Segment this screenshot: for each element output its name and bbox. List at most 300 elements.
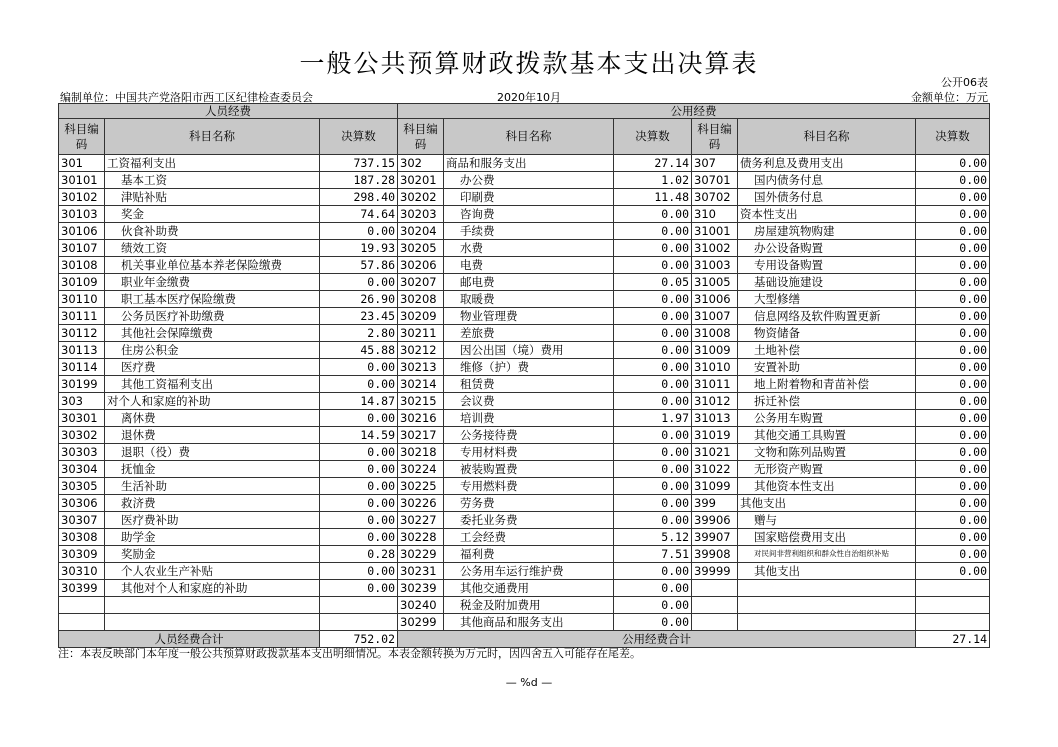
table-row xyxy=(59,223,990,240)
table-row xyxy=(59,495,990,512)
subject-name: 信息网络及软件购置更新 xyxy=(738,308,916,325)
subject-name: 奖励金 xyxy=(105,546,320,563)
amount-value: 7.51 xyxy=(614,546,692,563)
table-row xyxy=(59,410,990,427)
subject-name: 赠与 xyxy=(738,512,916,529)
amount-value: 0.00 xyxy=(916,410,990,427)
amount-value: 0.00 xyxy=(916,206,990,223)
amount-value: 0.00 xyxy=(320,274,398,291)
subject-code: 30225 xyxy=(398,478,444,495)
amount-value: 0.00 xyxy=(916,359,990,376)
header-name: 科目名称 xyxy=(105,119,320,155)
subject-code: 30304 xyxy=(59,461,105,478)
amount-value: 0.00 xyxy=(320,512,398,529)
subject-code: 30212 xyxy=(398,342,444,359)
subject-code: 31005 xyxy=(692,274,738,291)
subject-name: 助学金 xyxy=(105,529,320,546)
subject-code: 30307 xyxy=(59,512,105,529)
subject-code: 30113 xyxy=(59,342,105,359)
subject-name: 其他交通费用 xyxy=(444,580,614,597)
amount-value: 298.40 xyxy=(320,189,398,206)
amount-value: 0.00 xyxy=(916,478,990,495)
subject-name: 机关事业单位基本养老保险缴费 xyxy=(105,257,320,274)
amount-value: 1.97 xyxy=(614,410,692,427)
amount-value: 0.00 xyxy=(916,529,990,546)
subject-name: 国家赔偿费用支出 xyxy=(738,529,916,546)
subject-code: 30201 xyxy=(398,172,444,189)
amount-value: 0.00 xyxy=(614,614,692,631)
subject-name: 其他工资福利支出 xyxy=(105,376,320,393)
subject-code: 30205 xyxy=(398,240,444,257)
subject-name: 离休费 xyxy=(105,410,320,427)
subject-name: 伙食补助费 xyxy=(105,223,320,240)
amount-value: 0.00 xyxy=(320,495,398,512)
amount-value: 45.88 xyxy=(320,342,398,359)
subject-code: 30109 xyxy=(59,274,105,291)
header-amount: 决算数 xyxy=(614,119,692,155)
subject-name: 其他资本性支出 xyxy=(738,478,916,495)
subject-name: 无形资产购置 xyxy=(738,461,916,478)
subject-code: 30208 xyxy=(398,291,444,308)
subject-name: 工会经费 xyxy=(444,529,614,546)
subject-code: 30702 xyxy=(692,189,738,206)
subject-code: 30239 xyxy=(398,580,444,597)
subject-code: 30112 xyxy=(59,325,105,342)
subject-name: 文物和陈列品购置 xyxy=(738,444,916,461)
subject-code xyxy=(692,580,738,597)
subject-code: 30309 xyxy=(59,546,105,563)
header-code: 科目编码 xyxy=(692,119,738,155)
subject-name: 资本性支出 xyxy=(738,206,916,223)
subject-code: 30202 xyxy=(398,189,444,206)
subject-code: 30228 xyxy=(398,529,444,546)
subject-code: 31003 xyxy=(692,257,738,274)
subject-code: 30209 xyxy=(398,308,444,325)
subject-code: 30308 xyxy=(59,529,105,546)
subject-code: 31099 xyxy=(692,478,738,495)
form-number: 公开06表 xyxy=(941,76,988,89)
amount-value: 0.00 xyxy=(614,495,692,512)
subject-name: 退职（役）费 xyxy=(105,444,320,461)
amount-value: 0.00 xyxy=(320,478,398,495)
amount-value: 0.00 xyxy=(614,461,692,478)
table-row xyxy=(59,257,990,274)
subject-name: 其他交通工具购置 xyxy=(738,427,916,444)
subject-name: 物业管理费 xyxy=(444,308,614,325)
subject-code: 307 xyxy=(692,155,738,172)
subject-name: 基本工资 xyxy=(105,172,320,189)
subject-code: 30229 xyxy=(398,546,444,563)
table-row xyxy=(59,546,990,563)
header-amount: 决算数 xyxy=(320,119,398,155)
amount-value: 0.00 xyxy=(916,393,990,410)
subject-name: 公务用车购置 xyxy=(738,410,916,427)
subject-name: 其他支出 xyxy=(738,563,916,580)
subject-name xyxy=(738,597,916,614)
subject-code xyxy=(692,597,738,614)
table-row xyxy=(59,512,990,529)
subject-code: 399 xyxy=(692,495,738,512)
subject-code: 30215 xyxy=(398,393,444,410)
subject-code: 30199 xyxy=(59,376,105,393)
subject-name: 医疗费 xyxy=(105,359,320,376)
subject-code: 31009 xyxy=(692,342,738,359)
subject-code: 30226 xyxy=(398,495,444,512)
amount-value: 0.00 xyxy=(614,597,692,614)
table-row xyxy=(59,172,990,189)
subject-name: 福利费 xyxy=(444,546,614,563)
subject-name: 安置补助 xyxy=(738,359,916,376)
amount-value: 0.00 xyxy=(320,580,398,597)
amount-value: 0.00 xyxy=(614,563,692,580)
subject-name: 房屋建筑物购建 xyxy=(738,223,916,240)
subject-name xyxy=(738,614,916,631)
subject-name: 国外债务付息 xyxy=(738,189,916,206)
subject-code: 30303 xyxy=(59,444,105,461)
subject-name xyxy=(105,597,320,614)
table-row xyxy=(59,155,990,172)
subject-name xyxy=(738,580,916,597)
subject-name: 住房公积金 xyxy=(105,342,320,359)
table-row xyxy=(59,614,990,631)
subject-name: 维修（护）费 xyxy=(444,359,614,376)
amount-value: 0.00 xyxy=(614,427,692,444)
amount-value: 0.28 xyxy=(320,546,398,563)
header-code: 科目编码 xyxy=(59,119,105,155)
subject-name: 水费 xyxy=(444,240,614,257)
amount-value: 27.14 xyxy=(614,155,692,172)
amount-value: 0.00 xyxy=(614,376,692,393)
expenditure-table xyxy=(58,103,990,648)
amount-value: 14.87 xyxy=(320,393,398,410)
report-period: 2020年10月 xyxy=(497,91,561,104)
subject-code: 30103 xyxy=(59,206,105,223)
subject-name: 国内债务付息 xyxy=(738,172,916,189)
subject-code: 30701 xyxy=(692,172,738,189)
subject-code: 30399 xyxy=(59,580,105,597)
subject-code: 39999 xyxy=(692,563,738,580)
subject-code: 303 xyxy=(59,393,105,410)
amount-value: 0.00 xyxy=(916,342,990,359)
amount-value: 0.00 xyxy=(320,444,398,461)
subject-name: 其他商品和服务支出 xyxy=(444,614,614,631)
table-row xyxy=(59,376,990,393)
amount-value: 0.00 xyxy=(614,393,692,410)
page-number: — %d — xyxy=(505,676,553,689)
subject-code: 30213 xyxy=(398,359,444,376)
subject-name: 对民间非营利组织和群众性自治组织补贴 xyxy=(738,546,916,563)
subject-name: 退休费 xyxy=(105,427,320,444)
subject-code: 30306 xyxy=(59,495,105,512)
amount-value: 0.00 xyxy=(614,478,692,495)
table-row xyxy=(59,274,990,291)
amount-value: 0.00 xyxy=(614,359,692,376)
subject-name: 劳务费 xyxy=(444,495,614,512)
amount-value: 23.45 xyxy=(320,308,398,325)
amount-value: 0.00 xyxy=(916,495,990,512)
subject-code: 31002 xyxy=(692,240,738,257)
amount-value xyxy=(320,614,398,631)
subject-name: 培训费 xyxy=(444,410,614,427)
amount-value: 0.00 xyxy=(916,563,990,580)
table-row xyxy=(59,529,990,546)
amount-unit: 金额单位：万元 xyxy=(911,91,988,104)
subject-name: 会议费 xyxy=(444,393,614,410)
subject-name: 对个人和家庭的补助 xyxy=(105,393,320,410)
subject-name: 其他对个人和家庭的补助 xyxy=(105,580,320,597)
subject-name: 印刷费 xyxy=(444,189,614,206)
subject-code: 30114 xyxy=(59,359,105,376)
subject-name: 专用设备购置 xyxy=(738,257,916,274)
amount-value: 0.00 xyxy=(320,461,398,478)
amount-value: 0.00 xyxy=(614,223,692,240)
subject-code: 30301 xyxy=(59,410,105,427)
subject-name: 手续费 xyxy=(444,223,614,240)
amount-value: 0.00 xyxy=(916,376,990,393)
amount-value: 0.00 xyxy=(320,359,398,376)
amount-value: 5.12 xyxy=(614,529,692,546)
subject-code: 30218 xyxy=(398,444,444,461)
header-amount: 决算数 xyxy=(916,119,990,155)
amount-value: 0.00 xyxy=(916,189,990,206)
table-row xyxy=(59,597,990,614)
subject-name: 大型修缮 xyxy=(738,291,916,308)
subject-name: 被装购置费 xyxy=(444,461,614,478)
amount-value: 0.05 xyxy=(614,274,692,291)
subject-name: 土地补偿 xyxy=(738,342,916,359)
subject-code: 30216 xyxy=(398,410,444,427)
amount-value: 0.00 xyxy=(916,291,990,308)
amount-value: 0.00 xyxy=(614,291,692,308)
subject-name: 专用材料费 xyxy=(444,444,614,461)
subject-name: 公务用车运行维护费 xyxy=(444,563,614,580)
amount-value: 0.00 xyxy=(320,410,398,427)
subject-code: 31022 xyxy=(692,461,738,478)
subject-name: 办公费 xyxy=(444,172,614,189)
subject-name: 生活补助 xyxy=(105,478,320,495)
subject-name: 电费 xyxy=(444,257,614,274)
subject-name: 租赁费 xyxy=(444,376,614,393)
subject-name: 职业年金缴费 xyxy=(105,274,320,291)
subject-name: 绩效工资 xyxy=(105,240,320,257)
subject-name: 邮电费 xyxy=(444,274,614,291)
amount-value: 0.00 xyxy=(916,155,990,172)
header-name: 科目名称 xyxy=(738,119,916,155)
subject-code: 30299 xyxy=(398,614,444,631)
amount-value: 0.00 xyxy=(614,308,692,325)
amount-value xyxy=(916,580,990,597)
subject-name: 公务员医疗补助缴费 xyxy=(105,308,320,325)
subject-code: 302 xyxy=(398,155,444,172)
subject-code: 30302 xyxy=(59,427,105,444)
amount-value: 14.59 xyxy=(320,427,398,444)
personnel-total-label: 人员经费合计 xyxy=(59,631,320,648)
subject-name: 债务利息及费用支出 xyxy=(738,155,916,172)
subject-name: 办公设备购置 xyxy=(738,240,916,257)
subject-name: 医疗费补助 xyxy=(105,512,320,529)
table-row xyxy=(59,427,990,444)
header-code: 科目编码 xyxy=(398,119,444,155)
subject-name: 地上附着物和青苗补偿 xyxy=(738,376,916,393)
subject-code: 30231 xyxy=(398,563,444,580)
subject-name: 专用燃料费 xyxy=(444,478,614,495)
table-row xyxy=(59,291,990,308)
amount-value: 0.00 xyxy=(320,223,398,240)
personnel-total-value: 752.02 xyxy=(320,631,398,648)
subject-name: 工资福利支出 xyxy=(105,155,320,172)
amount-value: 2.80 xyxy=(320,325,398,342)
amount-value xyxy=(916,597,990,614)
amount-value: 0.00 xyxy=(916,325,990,342)
subject-code xyxy=(59,597,105,614)
amount-value: 26.90 xyxy=(320,291,398,308)
subject-code xyxy=(692,614,738,631)
amount-value: 0.00 xyxy=(916,172,990,189)
amount-value: 0.00 xyxy=(614,512,692,529)
footnote: 注：本表反映部门本年度一般公共预算财政拨款基本支出明细情况。本表金额转换为万元时，因四舍五入可能存在尾差。 xyxy=(58,647,641,660)
subject-code: 30203 xyxy=(398,206,444,223)
amount-value: 0.00 xyxy=(614,580,692,597)
subject-code: 31011 xyxy=(692,376,738,393)
subject-code: 39906 xyxy=(692,512,738,529)
subject-code: 31019 xyxy=(692,427,738,444)
subject-name: 税金及附加费用 xyxy=(444,597,614,614)
subject-name: 基础设施建设 xyxy=(738,274,916,291)
subject-code: 30214 xyxy=(398,376,444,393)
subject-code: 301 xyxy=(59,155,105,172)
table-row xyxy=(59,189,990,206)
amount-value: 0.00 xyxy=(916,546,990,563)
subject-code xyxy=(59,614,105,631)
amount-value: 0.00 xyxy=(916,240,990,257)
amount-value: 0.00 xyxy=(916,444,990,461)
header-name: 科目名称 xyxy=(444,119,614,155)
amount-value: 1.02 xyxy=(614,172,692,189)
subject-name xyxy=(105,614,320,631)
table-row xyxy=(59,308,990,325)
table-row xyxy=(59,580,990,597)
subject-code: 30106 xyxy=(59,223,105,240)
subject-code: 30110 xyxy=(59,291,105,308)
section-public: 公用经费 xyxy=(398,104,990,119)
subject-name: 因公出国（境）费用 xyxy=(444,342,614,359)
amount-value: 11.48 xyxy=(614,189,692,206)
subject-name: 取暖费 xyxy=(444,291,614,308)
subject-code: 30227 xyxy=(398,512,444,529)
amount-value: 0.00 xyxy=(320,563,398,580)
amount-value: 0.00 xyxy=(614,444,692,461)
table-row xyxy=(59,478,990,495)
amount-value: 0.00 xyxy=(614,325,692,342)
subject-code: 30107 xyxy=(59,240,105,257)
subject-code: 31010 xyxy=(692,359,738,376)
subject-name: 救济费 xyxy=(105,495,320,512)
subject-code: 30240 xyxy=(398,597,444,614)
amount-value: 0.00 xyxy=(916,257,990,274)
amount-value: 0.00 xyxy=(614,342,692,359)
amount-value: 74.64 xyxy=(320,206,398,223)
subject-code: 31013 xyxy=(692,410,738,427)
table-row xyxy=(59,240,990,257)
subject-name: 其他社会保障缴费 xyxy=(105,325,320,342)
amount-value xyxy=(916,614,990,631)
subject-code: 31007 xyxy=(692,308,738,325)
amount-value: 0.00 xyxy=(916,274,990,291)
subject-code: 30305 xyxy=(59,478,105,495)
amount-value: 0.00 xyxy=(916,223,990,240)
subject-name: 其他支出 xyxy=(738,495,916,512)
subject-code: 31021 xyxy=(692,444,738,461)
amount-value xyxy=(320,597,398,614)
subject-code: 30211 xyxy=(398,325,444,342)
section-personnel: 人员经费 xyxy=(59,104,398,119)
compiling-unit: 编制单位：中国共产党洛阳市西工区纪律检查委员会 xyxy=(60,91,313,104)
subject-name: 委托业务费 xyxy=(444,512,614,529)
amount-value: 0.00 xyxy=(614,206,692,223)
subject-name: 抚恤金 xyxy=(105,461,320,478)
amount-value: 0.00 xyxy=(614,240,692,257)
amount-value: 0.00 xyxy=(916,427,990,444)
subject-name: 职工基本医疗保险缴费 xyxy=(105,291,320,308)
subject-code: 31001 xyxy=(692,223,738,240)
table-row xyxy=(59,325,990,342)
amount-value: 0.00 xyxy=(916,461,990,478)
subject-code: 30217 xyxy=(398,427,444,444)
table-row xyxy=(59,206,990,223)
subject-code: 30224 xyxy=(398,461,444,478)
subject-code: 30102 xyxy=(59,189,105,206)
subject-name: 差旅费 xyxy=(444,325,614,342)
subject-code: 31012 xyxy=(692,393,738,410)
subject-code: 31006 xyxy=(692,291,738,308)
amount-value: 737.15 xyxy=(320,155,398,172)
table-row xyxy=(59,444,990,461)
table-row xyxy=(59,342,990,359)
subject-code: 30206 xyxy=(398,257,444,274)
subject-name: 物资储备 xyxy=(738,325,916,342)
page-title: 一般公共预算财政拨款基本支出决算表 xyxy=(299,49,759,78)
public-total-label: 公用经费合计 xyxy=(398,631,916,648)
subject-name: 奖金 xyxy=(105,206,320,223)
subject-name: 津贴补贴 xyxy=(105,189,320,206)
subject-name: 商品和服务支出 xyxy=(444,155,614,172)
amount-value: 0.00 xyxy=(614,257,692,274)
amount-value: 0.00 xyxy=(916,308,990,325)
subject-code: 30111 xyxy=(59,308,105,325)
subject-code: 30108 xyxy=(59,257,105,274)
amount-value: 57.86 xyxy=(320,257,398,274)
amount-value: 187.28 xyxy=(320,172,398,189)
amount-value: 0.00 xyxy=(320,529,398,546)
subject-code: 30310 xyxy=(59,563,105,580)
subject-code: 30207 xyxy=(398,274,444,291)
subject-name: 公务接待费 xyxy=(444,427,614,444)
subject-name: 咨询费 xyxy=(444,206,614,223)
subject-code: 39908 xyxy=(692,546,738,563)
subject-name: 个人农业生产补贴 xyxy=(105,563,320,580)
table-row xyxy=(59,563,990,580)
subject-code: 39907 xyxy=(692,529,738,546)
subject-name: 拆迁补偿 xyxy=(738,393,916,410)
table-row xyxy=(59,393,990,410)
subject-code: 30101 xyxy=(59,172,105,189)
amount-value: 19.93 xyxy=(320,240,398,257)
public-total-value: 27.14 xyxy=(916,631,990,648)
table-row xyxy=(59,461,990,478)
amount-value: 0.00 xyxy=(916,512,990,529)
amount-value: 0.00 xyxy=(320,376,398,393)
table-row xyxy=(59,359,990,376)
